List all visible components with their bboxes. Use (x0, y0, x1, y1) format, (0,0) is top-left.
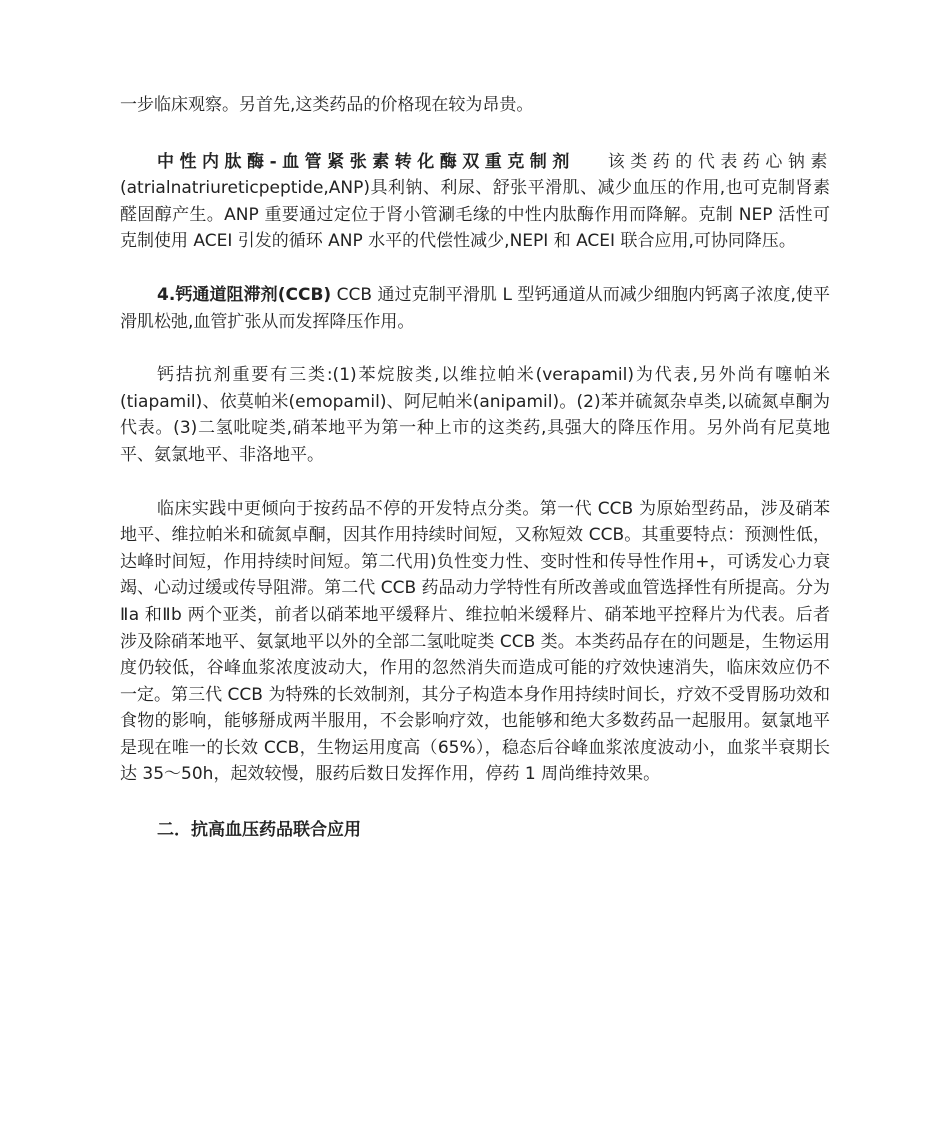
paragraph-nepi-lead: 该类药的代表药心钠素 (604, 151, 830, 172)
heading-nepi-acei: 中性内肽酶-血管紧张素转化酶双重克制剂 (157, 151, 575, 172)
paragraph-ccb-body: CCB 通过克制平滑肌 L 型钙通道从而减少细胞内钙离子浓度,使平滑肌松弛,血管扩张从而发挥降压作用。 (120, 284, 830, 332)
paragraph-ccb-generations: 临床实践中更倾向于按药品不停的开发特点分类。第一代 CCB 为原始型药品，涉及硝苯地平、维拉帕米和硫氮卓酮，因其作用持续时间短，又称短效 CCB。其重要特点：预测性低，达峰时间短，作用持续时间短。第二代用)负性变力性、变时性和传导性作用+，可诱发心力衰竭、心动过缓或传导阻滞。第二代 CCB 药品动力学特性有所改善或血管选择性有所提高。分为Ⅱa 和Ⅱb 两个亚类，前者以硝苯地平缓释片、维拉帕米缓释片、硝苯地平控释片为代表。后者涉及除硝苯地平、氨氯地平以外的全部二氢吡啶类 CCB 类。本类药品存在的问题是，生物运用度仍较低，谷峰血浆浓度波动大，作用的忽然消失而造成可能的疗效快速消失，临床效应仍不一定。第三代 CCB 为特殊的长效制剂，其分子构造本身作用持续时间长，疗效不受胃肠功效和食物的影响，能够掰成两半服用，不会影响疗效，也能够和绝大多数药品一起服用。氨氯地平是现在唯一的长效 CCB，生物运用度高（65%），稳态后谷峰血浆浓度波动小，血浆半衰期长达 35～50h，起效较慢，服药后数日发挥作用，停药 1 周尚维持效果。 (120, 498, 830, 785)
paragraph-nepi-body: (atrialnatriureticpeptide,ANP)具利钠、利尿、舒张平滑肌、减少血压的作用,也可克制肾素醛固醇产生。ANP 重要通过定位于肾小管涮毛缘的中性内肽酶作用而降解。克制 NEP 活性可克制使用 ACEI 引发的循环 ANP 水平的代偿性减少,NEPI 和 ACEI 联合应用,可协同降压。 (120, 178, 830, 252)
paragraph-continuation: 一步临床观察。另首先,这类药品的价格现在较为昂贵。 (120, 95, 534, 115)
heading-ccb: 4.钙通道阻滞剂(CCB) (157, 284, 332, 305)
heading-combination-text: 二．抗高血压药品联合应用 (157, 820, 361, 841)
heading-combination-therapy (120, 817, 830, 844)
paragraph-ccb (120, 282, 830, 335)
paragraph-ccb-classes: 钙拮抗剂重要有三类:(1)苯烷胺类,以维拉帕米(verapamil)为代表,另外尚有噻帕米(tiapamil)、依莫帕米(emopamil)、阿尼帕米(anipamil)。(2)苯并硫氮杂卓类,以硫氮卓酮为代表。(3)二氢吡啶类,硝苯地平为第一种上市的这类药,具强大的降压作用。另外尚有尼莫地平、氨氯地平、非洛地平。 (120, 365, 830, 465)
paragraph-nepi-acei (120, 149, 830, 255)
